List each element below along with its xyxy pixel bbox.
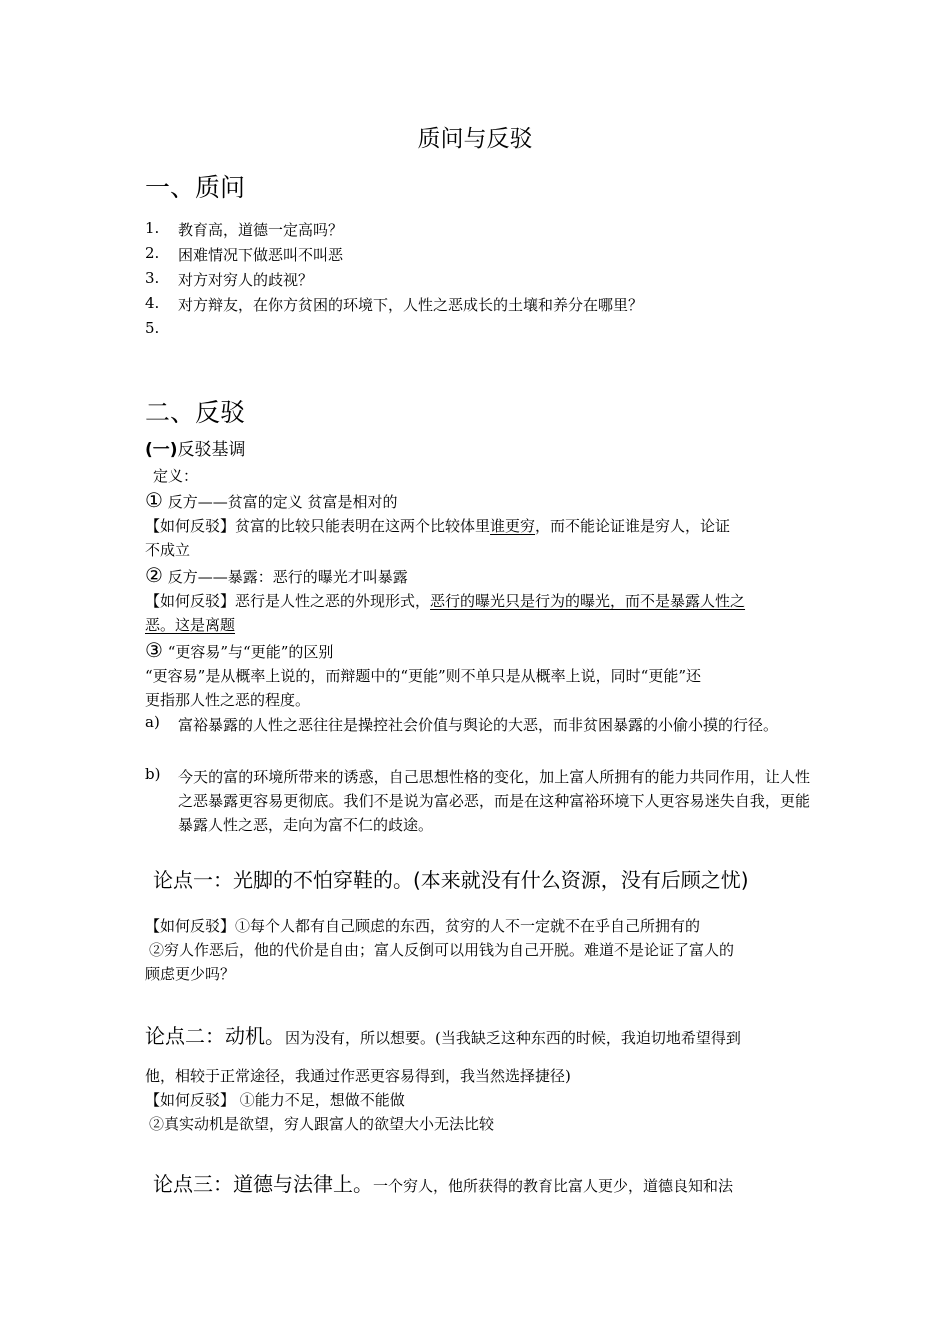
section-heading-rebuttals: 二、反驳 xyxy=(145,398,246,427)
document-title: 质问与反驳 xyxy=(417,126,533,152)
circled-number-2: ② xyxy=(145,563,163,587)
argument-2-body: 因为没有，所以想要。(当我缺乏这种东西的时候，我迫切地希望得到 xyxy=(285,1029,741,1047)
argument-2-rebut-1 xyxy=(145,1088,810,1112)
rebut-text: 贫富的比较只能表明在这两个比较体里 xyxy=(235,517,491,535)
point-1-line xyxy=(145,488,810,514)
point-2-text: 反方——暴露：恶行的曝光才叫暴露 xyxy=(167,568,408,586)
list-number: 2. xyxy=(145,244,160,262)
rebut-label: 【如何反驳】 xyxy=(145,1091,236,1109)
circled-number-1: ① xyxy=(145,488,163,512)
paragraph-line: 更指那人性之恶的程度。 xyxy=(145,691,311,709)
argument-1-rebut-1 xyxy=(145,914,810,938)
paragraph-line: 他，相较于正常途径，我通过作恶更容易得到，我当然选择捷径) xyxy=(145,1067,571,1085)
paragraph-line: “更容易”是从概率上说的，而辩题中的“更能”则不单只是从概率上说，同时“更能”还 xyxy=(145,667,702,685)
point-3-text: “更容易”与“更能”的区别 xyxy=(167,643,334,661)
section-heading-questions: 一、质问 xyxy=(145,173,246,202)
point-2-rebut-continued xyxy=(145,613,810,637)
argument-2-rebut-2: ②真实动机是欲望，穷人跟富人的欲望大小无法比较 xyxy=(149,1115,495,1133)
list-item: 教育高，道德一定高吗？ xyxy=(178,221,344,239)
rebut-text: ，而不能论证谁是穷人，论证 xyxy=(535,517,731,535)
list-number: 1. xyxy=(145,219,160,237)
argument-1-heading: 论点一：光脚的不怕穿鞋的。(本来就没有什么资源，没有后顾之忧) xyxy=(153,868,749,892)
list-number: 5. xyxy=(145,319,160,337)
point-2-rebut xyxy=(145,589,810,613)
rebut-label: 【如何反驳】 xyxy=(145,592,236,610)
list-number: 3. xyxy=(145,269,160,287)
underlined-text: 谁更穷 xyxy=(490,517,536,535)
rebut-text: ①能力不足，想做不能做 xyxy=(239,1091,405,1109)
argument-2-line xyxy=(145,1024,810,1050)
point-1-text: 反方——贫富的定义 贫富是相对的 xyxy=(167,493,398,511)
point-1-rebut xyxy=(145,514,810,538)
list-item: 富裕暴露的人性之恶往往是操控社会价值与舆论的大恶，而非贫困暴露的小偷小摸的行径。 xyxy=(178,716,779,734)
list-number: 4. xyxy=(145,294,160,312)
argument-3-heading: 论点三：道德与法律上。 xyxy=(153,1172,373,1196)
definition-label: 定义： xyxy=(153,467,199,485)
sub-heading-text: 反驳基调 xyxy=(177,440,246,460)
rebut-label: 【如何反驳】 xyxy=(145,917,236,935)
argument-1-rebut-2: ②穷人作恶后，他的代价是自由；富人反倒可以用钱为自己开脱。难道不是论证了富人的 xyxy=(149,941,735,959)
point-3-line xyxy=(145,638,810,664)
rebut-label: 【如何反驳】 xyxy=(145,517,236,535)
list-item: 对方对穷人的歧视？ xyxy=(178,271,314,289)
list-item: 困难情况下做恶叫不叫恶 xyxy=(178,246,344,264)
rebut-text: 恶行是人性之恶的外现形式， xyxy=(235,592,431,610)
circled-number-3: ③ xyxy=(145,638,163,662)
list-item: 对方辩友，在你方贫困的环境下，人性之恶成长的土壤和养分在哪里？ xyxy=(178,296,644,314)
sub-heading xyxy=(145,438,810,462)
argument-1-rebut-2-continued: 顾虑更少吗？ xyxy=(145,965,236,983)
point-2-line xyxy=(145,563,810,589)
rebut-text: ①每个人都有自己顾虑的东西，贫穷的人不一定就不在乎自己所拥有的 xyxy=(235,917,701,935)
underlined-text: 恶。这是离题 xyxy=(145,616,236,634)
list-item: 今天的富的环境所带来的诱惑，自己思想性格的变化，加上富人所拥有的能力共同作用，让人性之恶暴露更容易更彻底。我们不是说为富必恶，而是在这种富裕环境下人更容易迷失自我，更能暴露人性之恶，走向为富不仁的歧途。 xyxy=(178,768,810,834)
rebut-text-continued: 不成立 xyxy=(145,541,191,559)
list-marker: b) xyxy=(145,765,161,783)
sub-heading-prefix: (一) xyxy=(145,440,178,460)
argument-2-heading: 论点二：动机。 xyxy=(145,1024,285,1048)
list-marker: a) xyxy=(145,713,160,731)
argument-3-line xyxy=(153,1172,818,1198)
underlined-text: 恶行的曝光只是行为的曝光，而不是暴露人性之 xyxy=(430,592,746,610)
argument-3-body: 一个穷人，他所获得的教育比富人更少，道德良知和法 xyxy=(373,1177,734,1195)
